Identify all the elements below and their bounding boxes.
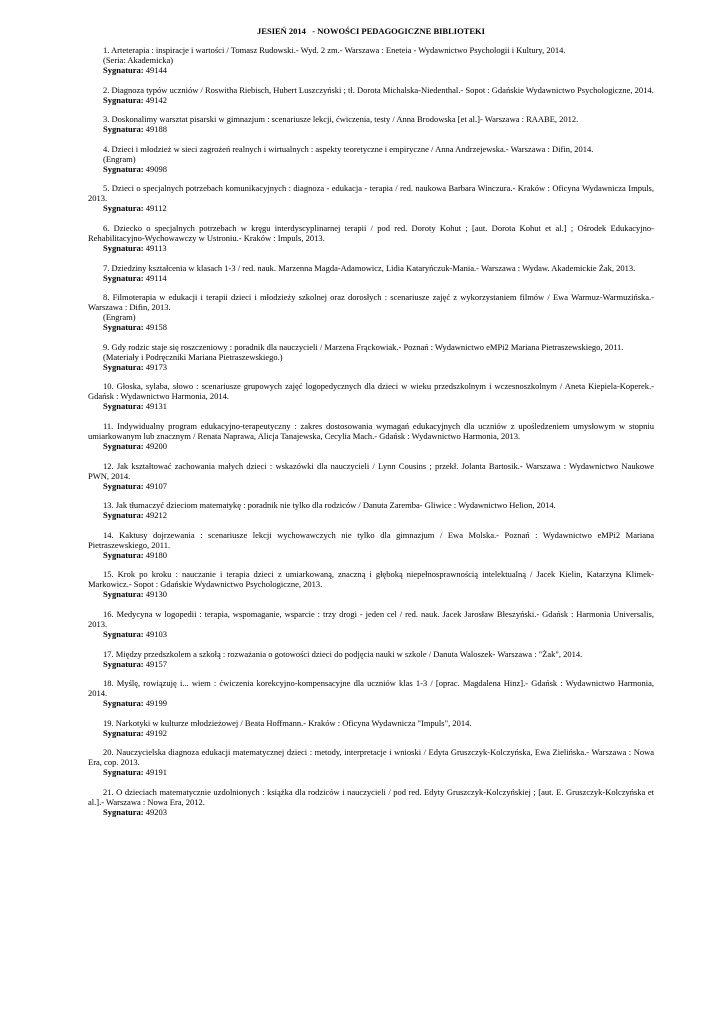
entry-signature — [88, 728, 654, 738]
signature-value: 49144 — [145, 65, 167, 75]
entry-text: 4. Dzieci i młodzież w sieci zagrożeń realnych i wirtualnych : aspekty teoretyczne i empiryczne / Anna Andrzejewska.- Warszawa : Difin, 2014. — [103, 143, 594, 154]
list-item — [88, 500, 654, 520]
entry-signature — [88, 203, 654, 213]
signature-value: 49112 — [145, 203, 167, 214]
entry-signature — [88, 243, 654, 253]
entry-text: 14. Kaktusy dojrzewania : scenariusze lekcji wychowawczych nie tylko dla gimnazjum / Ewa Molska.- Poznań : Wydawnictwo eMPi2 Mariana Pietraszewskiego, 2011. — [88, 529, 654, 550]
signature-label: Sygnatura: — [103, 163, 144, 174]
signature-label: Sygnatura: — [103, 94, 144, 105]
entry-text: 7. Dziedziny kształcenia w klasach 1-3 / red. nauk. Marzenna Magda-Adamowicz, Lidia Kataryńczuk-Mania.- Warszawa : Wydaw. Akademickie Żak, 2013. — [103, 262, 636, 273]
signature-label: Sygnatura: — [103, 203, 144, 214]
entry-series-note: (Engram) — [103, 153, 136, 164]
entry-signature — [88, 589, 654, 599]
signature-value: 49180 — [145, 549, 167, 560]
signature-value: 49098 — [145, 163, 167, 174]
entry-text: 17. Między przedszkolem a szkołą : rozważania o gotowości dzieci do podjęcia nauki w szkole / Danuta Waloszek- Warszawa : "Żak", 2014. — [103, 648, 583, 659]
signature-value: 49200 — [145, 440, 167, 451]
signature-label: Sygnatura: — [103, 401, 144, 412]
signature-label: Sygnatura: — [103, 361, 144, 372]
entry-signature — [88, 124, 654, 134]
list-item — [88, 292, 654, 332]
document-page — [88, 26, 654, 826]
list-item — [88, 223, 654, 253]
list-item — [88, 263, 654, 283]
signature-label: Sygnatura: — [103, 658, 144, 669]
signature-value: 49107 — [145, 480, 167, 491]
entry-signature — [88, 273, 654, 283]
list-item — [88, 747, 654, 777]
entry-text: 9. Gdy rodzic staje się roszczeniowy : poradnik dla nauczycieli / Marzena Frąckowiak.- Poznań : Wydawnictwo eMPi2 Mariana Pietraszewskiego, 2011. — [103, 341, 624, 352]
entry-text: 2. Diagnoza typów uczniów / Roswitha Riebisch, Hubert Luszczyński ; tł. Dorota Michalska-Niedenthal.- Sopot : Gdańskie Wydawnictwo Psychologiczne, 2014. — [103, 84, 654, 95]
entry-signature — [88, 629, 654, 639]
signature-label: Sygnatura: — [103, 124, 144, 135]
entry-text: 16. Medycyna w logopedii : terapia, wspomaganie, wsparcie : trzy drogi - jeden cel / red. nauk. Jacek Jarosław Błeszyński.- Gdańsk : Harmonia Universalis, 2013. — [88, 608, 654, 629]
list-item — [88, 718, 654, 738]
signature-label: Sygnatura: — [103, 65, 144, 75]
entry-signature — [88, 510, 654, 520]
entry-signature — [88, 698, 654, 708]
list-item — [88, 530, 654, 560]
signature-value: 49203 — [145, 806, 167, 817]
entry-text: 12. Jak kształtować zachowania małych dzieci : wskazówki dla nauczycieli / Lynn Cousins ; przekł. Jolanta Bartosik.- Warszawa : Wydawnictwo Naukowe PWN, 2014. — [88, 460, 654, 481]
list-item — [88, 678, 654, 708]
signature-label: Sygnatura: — [103, 440, 144, 451]
entry-signature — [88, 807, 654, 817]
entry-text: 6. Dziecko o specjalnych potrzebach w kręgu interdyscyplinarnej terapii / pod red. Doroty Kohut ; [aut. Dorota Kohut et al.] ; Ośrodek Edukacyjno-Rehabilitacyjno-Wychowawczy w Ustroniu.- Kraków : Impuls, 2013. — [88, 222, 654, 243]
list-item — [88, 649, 654, 669]
entry-signature — [88, 164, 654, 174]
signature-value: 49212 — [145, 510, 167, 521]
signature-label: Sygnatura: — [103, 698, 144, 709]
list-item — [88, 85, 654, 105]
list-item — [88, 461, 654, 491]
entry-signature — [88, 362, 654, 372]
signature-value: 49199 — [145, 698, 167, 709]
signature-value: 49192 — [145, 727, 167, 738]
signature-label: Sygnatura: — [103, 767, 144, 778]
signature-label: Sygnatura: — [103, 272, 144, 283]
list-item — [88, 144, 654, 174]
entry-text: 21. O dzieciach matematycznie uzdolnionych : książka dla rodziców i nauczycieli / pod red. Edyty Gruszczyk-Kolczyńskiej ; [aut. E. Gruszczyk-Kolczyńska et al.].- Warszawa : Nowa Era, 2012. — [88, 786, 654, 807]
list-item — [88, 381, 654, 411]
signature-label: Sygnatura: — [103, 727, 144, 738]
entry-signature — [88, 550, 654, 560]
signature-label: Sygnatura: — [103, 322, 144, 333]
list-item — [88, 609, 654, 639]
entry-signature — [88, 659, 654, 669]
signature-value: 49113 — [145, 242, 167, 253]
signature-value: 49191 — [145, 767, 167, 778]
signature-value: 49158 — [145, 322, 167, 333]
signature-label: Sygnatura: — [103, 480, 144, 491]
entry-text: 18. Myślę, rowiązuję i... wiem : ćwiczenia korekcyjno-kompensacyjne dla uczniów klas 1-3 / [oprac. Magdalena Hinz].- Gdańsk : Wydawnictwo Harmonia, 2014. — [88, 678, 654, 699]
entry-signature — [88, 767, 654, 777]
entry-signature — [88, 322, 654, 332]
signature-value: 49173 — [145, 361, 167, 372]
signature-label: Sygnatura: — [103, 589, 144, 600]
entry-series-note: (Engram) — [103, 312, 136, 323]
entry-text: 5. Dzieci o specjalnych potrzebach komunikacyjnych : diagnoza - edukacja - terapia / red. naukowa Barbara Winczura.- Kraków : Oficyna Wydawnicza Impuls, 2013. — [88, 183, 654, 204]
signature-value: 49114 — [145, 272, 167, 283]
entry-signature — [88, 441, 654, 451]
list-item — [88, 114, 654, 134]
entry-text: 11. Indywidualny program edukacyjno-terapeutyczny : zakres dostosowania wymagań edukacyjnych dla uczniów z upośledzeniem umysłowym w stopniu umiarkowanym lub znacznym / Renata Naprawa, Alicja Tanajewska, Cecylia Mach.- Gdańsk : Wydawnictwo Harmonia, 2013. — [88, 420, 654, 441]
entry-text: 15. Krok po kroku : nauczanie i terapia dzieci z umiarkowaną, znaczną i głęboką niepełnosprawnością intelektualną / Jacek Kielin, Katarzyna Klimek-Markowicz.- Sopot : Gdańskie Wydawnictwo Psychologiczne, 2013. — [88, 569, 654, 590]
entry-signature — [88, 65, 654, 75]
signature-value: 49142 — [145, 94, 167, 105]
entry-signature — [88, 401, 654, 411]
entry-text: 3. Doskonalimy warsztat pisarski w gimnazjum : scenariusze lekcji, ćwiczenia, testy / Anna Brodowska [et al.]- Warszawa : RAABE, 2012. — [103, 114, 579, 125]
entry-text: 8. Filmoterapia w edukacji i terapii dzieci i młodzieży szkolnej oraz dorosłych : scenariusze zajęć z wykorzystaniem filmów / Ewa Warmuz-Warmuzińska.- Warszawa : Difin, 2013. — [88, 292, 654, 313]
entry-text: 13. Jak tłumaczyć dzieciom matematykę : poradnik nie tylko dla rodziców / Danuta Zaremba- Gliwice : Wydawnictwo Helion, 2014. — [103, 500, 556, 511]
signature-value: 49103 — [145, 628, 167, 639]
entry-signature — [88, 95, 654, 105]
entry-list — [88, 45, 654, 817]
signature-value: 49157 — [145, 658, 167, 669]
signature-value: 49130 — [145, 589, 167, 600]
entry-series-note: (Seria: Akademicka) — [103, 55, 174, 65]
entry-text: 10. Głoska, sylaba, słowo : scenariusze grupowych zajęć logopedycznych dla dzieci w wieku przedszkolnym i wczesnoszkolnym / Aneta Kiepiela-Koperek.- Gdańsk : Wydawnictwo Harmonia, 2014. — [88, 381, 654, 402]
list-item — [88, 183, 654, 213]
signature-label: Sygnatura: — [103, 628, 144, 639]
entry-series-note: (Materiały i Podręczniki Mariana Pietraszewskiego.) — [103, 351, 283, 362]
signature-value: 49188 — [145, 124, 167, 135]
list-item — [88, 342, 654, 372]
signature-label: Sygnatura: — [103, 806, 144, 817]
entry-signature — [88, 481, 654, 491]
signature-label: Sygnatura: — [103, 549, 144, 560]
list-item — [88, 569, 654, 599]
list-item — [88, 45, 654, 75]
page-title: JESIEŃ 2014 - NOWOŚCI PEDAGOGICZNE BIBLIOTEKI — [257, 26, 485, 36]
list-item — [88, 787, 654, 817]
entry-text: 20. Nauczycielska diagnoza edukacji matematycznej dzieci : metody, interpretacje i wnioski / Edyta Gruszczyk-Kolczyńska, Ewa Zielińska.- Warszawa : Nowa Era, cop. 2013. — [88, 747, 654, 768]
list-item — [88, 421, 654, 451]
signature-label: Sygnatura: — [103, 242, 144, 253]
signature-value: 49131 — [145, 401, 167, 412]
entry-text: 1. Arteterapia : inspiracje i wartości / Tomasz Rudowski.- Wyd. 2 zm.- Warszawa : Eneteia - Wydawnictwo Psychologii i Kultury, 2014. — [103, 45, 566, 55]
signature-label: Sygnatura: — [103, 510, 144, 521]
entry-text: 19. Narkotyki w kulturze młodzieżowej / Beata Hoffmann.- Kraków : Oficyna Wydawnicza "Impuls", 2014. — [103, 717, 472, 728]
